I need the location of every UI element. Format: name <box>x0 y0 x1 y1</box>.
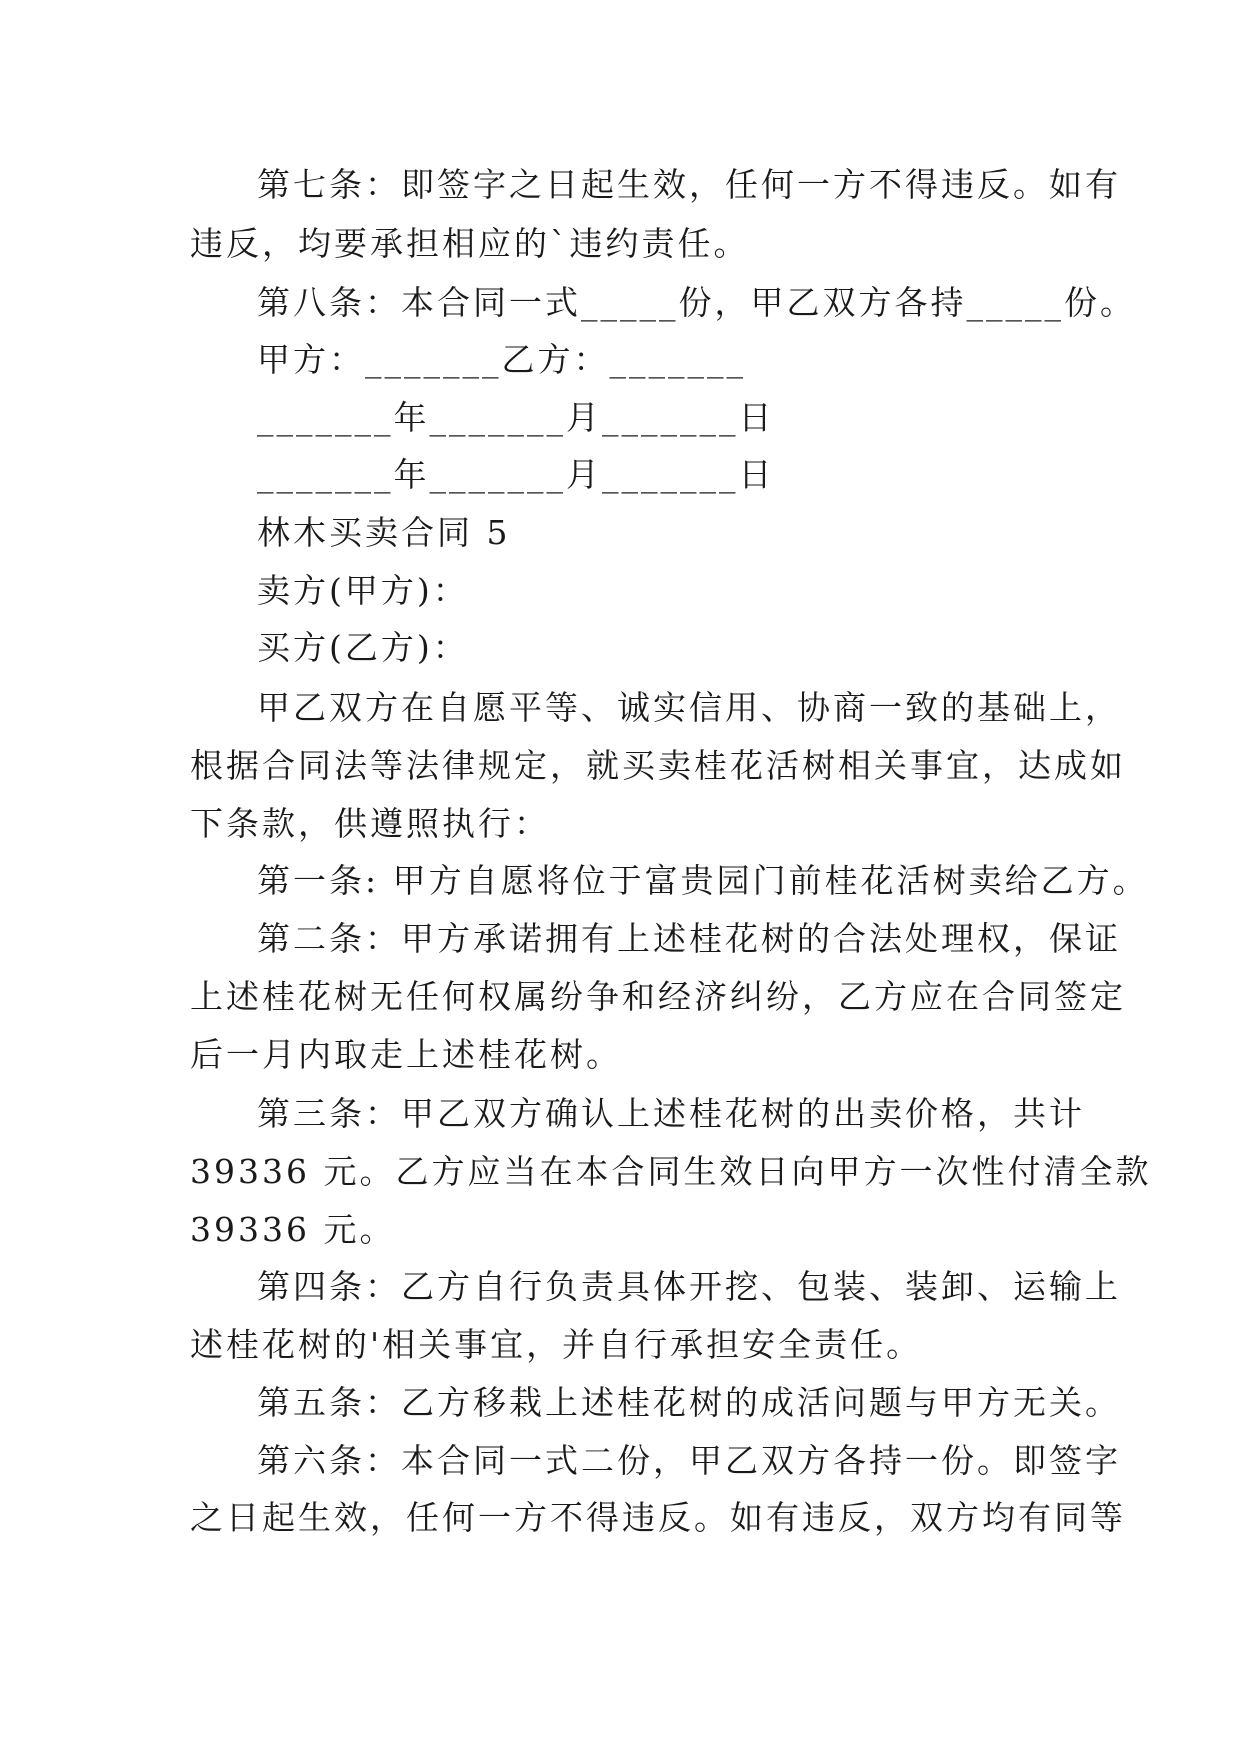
article-4-line-1: 第四条：乙方自行负责具体开挖、包装、装卸、运输上 <box>257 1267 1121 1306</box>
signature-parties-line: 甲方：_______乙方：_______ <box>257 340 746 379</box>
article-1-line: 第一条: 甲方自愿将位于富贵园门前桂花活树卖给乙方。 <box>257 861 1149 900</box>
signature-date-line-1: _______年_______月_______日 <box>257 398 775 437</box>
preamble-line-1: 甲乙双方在自愿平等、诚实信用、协商一致的基础上， <box>257 688 1121 727</box>
preamble-line-2: 根据合同法等法律规定，就买卖桂花活树相关事宜，达成如 <box>190 746 1126 785</box>
article-2-line-3: 后一月内取走上述桂花树。 <box>190 1035 622 1074</box>
article-6-line-2: 之日起生效，任何一方不得违反。如有违反，双方均有同等 <box>190 1498 1126 1537</box>
article-2-line-1: 第二条：甲方承诺拥有上述桂花树的合法处理权，保证 <box>257 919 1121 958</box>
article-4-line-2: 述桂花树的'相关事宜，并自行承担安全责任。 <box>190 1325 923 1364</box>
contract-title: 林木买卖合同 5 <box>257 513 511 552</box>
signature-date-line-2: _______年_______月_______日 <box>257 455 775 494</box>
article-3-line-3: 39336 元。 <box>190 1210 396 1249</box>
article-7-line-2: 违反，均要承担相应的`违约责任。 <box>190 224 750 263</box>
article-3-line-1: 第三条：甲乙双方确认上述桂花树的出卖价格，共计 <box>257 1094 1085 1133</box>
article-2-line-2: 上述桂花树无任何权属纷争和经济纠纷，乙方应在合同签定 <box>190 977 1126 1016</box>
article-8-line: 第八条：本合同一式_____份，甲乙双方各持_____份。 <box>257 283 1136 322</box>
article-6-line-1: 第六条：本合同一式二份，甲乙双方各持一份。即签字 <box>257 1441 1121 1480</box>
article-3-line-2: 39336 元。乙方应当在本合同生效日向甲方一次性付清全款 <box>190 1152 1152 1191</box>
article-7-line-1: 第七条：即签字之日起生效，任何一方不得违反。如有 <box>257 165 1121 204</box>
seller-party-line: 卖方(甲方)： <box>257 571 469 610</box>
buyer-party-line: 买方(乙方)： <box>257 628 469 667</box>
preamble-line-3: 下条款，供遵照执行： <box>190 804 550 843</box>
article-5-line: 第五条：乙方移栽上述桂花树的成活问题与甲方无关。 <box>257 1383 1121 1422</box>
